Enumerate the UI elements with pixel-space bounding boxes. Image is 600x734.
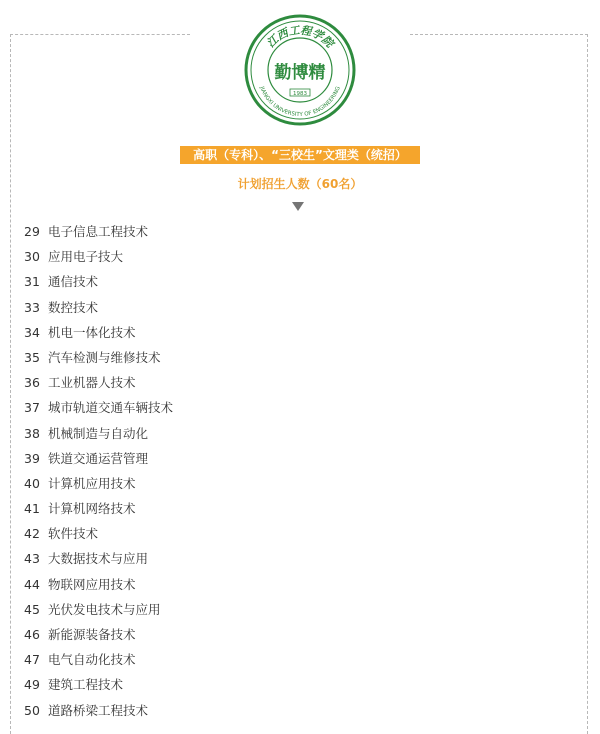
major-name: 机电一体化技术 [48, 324, 136, 340]
major-number: 36 [24, 375, 40, 391]
major-item [24, 398, 173, 423]
major-number: 44 [24, 576, 40, 592]
major-list [24, 222, 173, 726]
major-item [24, 549, 173, 574]
major-number: 43 [24, 551, 40, 567]
major-number: 39 [24, 450, 40, 466]
major-name: 城市轨道交通车辆技术 [48, 400, 174, 416]
enrollment-quota: 计划招生人数（60名） [237, 177, 363, 191]
major-item [24, 575, 173, 600]
university-logo [244, 14, 356, 126]
major-item [24, 323, 173, 348]
major-item [24, 625, 173, 650]
major-name: 通信技术 [48, 274, 99, 290]
major-item [24, 499, 173, 524]
major-item [24, 600, 173, 625]
logo-motto: 勤博精 [274, 63, 326, 83]
major-number: 42 [24, 526, 40, 542]
major-item [24, 650, 173, 675]
frame-border-top-left [10, 34, 190, 36]
major-name: 道路桥梁工程技术 [48, 702, 149, 718]
major-number: 31 [24, 274, 40, 290]
frame-border-top-right [410, 34, 588, 36]
major-name: 应用电子技大 [48, 249, 124, 265]
major-item [24, 675, 173, 700]
major-number: 35 [24, 349, 40, 365]
major-number: 33 [24, 299, 40, 315]
major-name: 铁道交通运营管理 [48, 450, 149, 466]
major-name: 汽车检测与维修技术 [48, 349, 161, 365]
major-name: 新能源装备技术 [48, 627, 136, 642]
major-item [24, 272, 173, 297]
major-number: 45 [24, 601, 40, 617]
major-number: 50 [24, 702, 40, 718]
major-name: 数控技术 [48, 299, 99, 315]
frame-border-left [10, 34, 12, 734]
major-name: 电气自动化技术 [48, 652, 136, 668]
major-item [24, 449, 173, 474]
major-number: 41 [24, 501, 40, 517]
major-name: 物联网应用技术 [48, 576, 136, 592]
triangle-down-icon [292, 202, 304, 211]
major-number: 30 [24, 249, 40, 265]
major-number: 34 [24, 324, 40, 340]
major-item [24, 247, 173, 272]
major-item [24, 222, 173, 247]
major-item [24, 701, 173, 726]
major-number: 49 [24, 677, 40, 693]
major-number: 46 [24, 627, 40, 642]
major-number: 47 [24, 652, 40, 668]
major-name: 软件技术 [48, 526, 99, 542]
major-name: 大数据技术与应用 [48, 551, 149, 567]
major-number: 29 [24, 224, 40, 239]
major-name: 光伏发电技术与应用 [48, 601, 161, 617]
major-name: 计算机网络技术 [48, 501, 136, 517]
major-item [24, 424, 173, 449]
major-name: 工业机器人技术 [48, 375, 136, 391]
major-name: 电子信息工程技术 [48, 224, 149, 239]
major-number: 40 [24, 475, 40, 491]
major-number: 37 [24, 400, 40, 416]
major-name: 建筑工程技术 [48, 677, 124, 693]
logo-year: 1983 [293, 91, 307, 97]
frame-border-right [587, 34, 589, 734]
major-item [24, 348, 173, 373]
major-item [24, 373, 173, 398]
major-item [24, 524, 173, 549]
major-name: 机械制造与自动化 [48, 425, 149, 441]
major-item [24, 474, 173, 499]
logo-name-cn: 江西工程学院 [264, 23, 336, 51]
major-item [24, 298, 173, 323]
major-number: 38 [24, 425, 40, 441]
major-name: 计算机应用技术 [48, 475, 136, 491]
logo-name-en: JIANGXI UNIVERSITY OF ENGINEERING [258, 85, 342, 119]
admission-category-banner: 高职（专科）、“三校生”文理类（统招） [180, 146, 420, 164]
